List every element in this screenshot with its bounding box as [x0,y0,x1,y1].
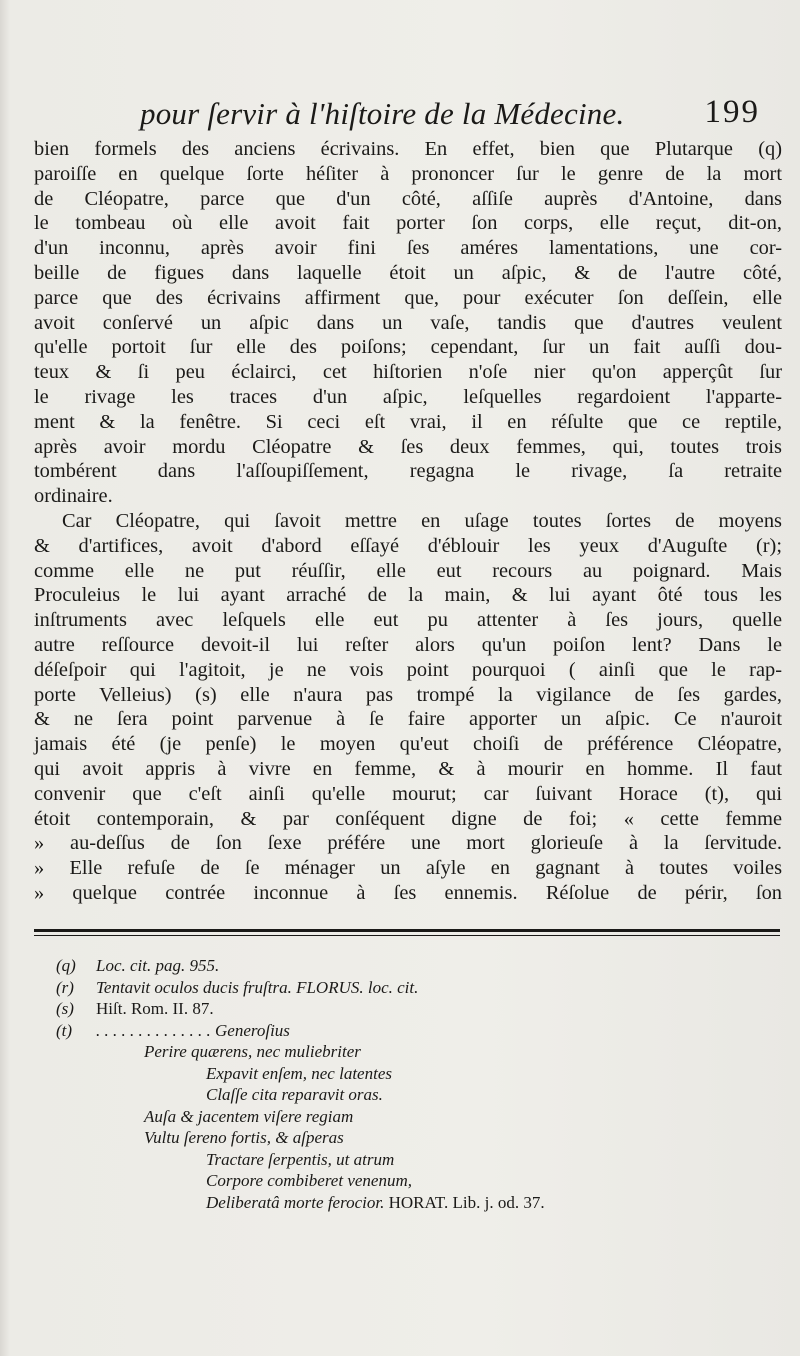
text-line: teux & ſi peu éclairci, cet hiſtorien n'oſe nier qu'on apperçût ſur [34,361,782,384]
page-header [140,92,760,142]
text-line: paroiſſe en quelque ſorte héſiter à prononcer ſur le genre de la mort [34,162,782,185]
text-line: inſtruments avec leſquels elle eut pu attenter à ſes jours, quelle [34,609,782,632]
footnote-mark: (q) [56,956,76,975]
text-line: qu'elle portoit ſur elle des poiſons; cependant, ſur un fait auſſi dou- [34,336,782,359]
verse-line: Auſa & jacentem viſere regiam [144,1106,354,1126]
text-line: jamais été (je penſe) le moyen qu'eut choiſi de préférence Cléopatre, [34,733,782,756]
text-line: ment & la fenêtre. Si ceci eſt vrai, il en réſulte que ce reptile, [34,410,782,433]
footnote-text: Tentavit oculos ducis fruſtra. FLORUS. loc. cit. [96,977,419,997]
text-line: autre reſſource devoit-il lui reſter alors qu'un poiſon lent? Dans le [34,633,782,656]
text-line: le tombeau où elle avoit fait porter ſon corps, elle reçut, dit-on, [34,212,782,235]
citation: HORAT. Lib. j. od. 37. [388,1192,545,1212]
page-number: 199 [704,94,760,130]
running-title: pour ſervir à l'hiſtoire de la Médecine. [140,96,625,131]
footnotes [56,955,776,1213]
text-line: étoit contemporain, & par conſéquent digne de foi; « cette femme [34,807,782,830]
footnote-text: Loc. cit. pag. 955. [96,956,220,975]
verse-line: Vultu ſereno fortis, & aſperas [144,1128,344,1147]
text-line: & d'artifices, avoit d'abord eſſayé d'éblouir les yeux d'Auguſte (r); [34,534,782,557]
text-line: tombérent dans l'aſſoupiſſement, regagna le rivage, ſa retraite [34,460,782,483]
text-line: porte Velleius) (s) elle n'aura pas trompé la vigilance de ſes gardes, [34,683,782,706]
footnote-mark: (s) [56,999,74,1018]
text-line: & ne ſera point parvenue à ſe faire apporter un aſpic. Ce n'auroit [34,708,782,731]
footnote-rule [34,929,780,932]
text-line: de Cléopatre, parce que d'un côté, aſſiſe auprès d'Antoine, dans [34,187,782,210]
footnote-r [56,977,776,999]
text-line: comme elle ne put réuſſir, elle eut recours au poignard. Mais [34,559,782,582]
main-text [34,137,782,906]
verse-line-final [56,1192,776,1214]
text-line: Car Cléopatre, qui ſavoit mettre en uſage toutes ſortes de moyens [62,509,782,532]
text-line: » Elle refuſe de ſe ménager un aſyle en gagnant à toutes voiles [34,857,782,880]
verse-line: Claſſe cita reparavit oras. [206,1085,383,1104]
footnote-mark: (t) [56,1020,73,1040]
text-line: qui avoit appris à vivre en femme, & à mourir en homme. Il faut [34,757,782,780]
footnote-q [56,955,776,977]
footnote-text: Hiſt. Rom. II. 87. [96,999,214,1018]
footnote-t [56,1020,776,1042]
text-line: » au-deſſus de ſon ſexe préfére une mort glorieuſe à la ſervitude. [34,832,782,855]
text-line: » quelque contrée inconnue à ſes ennemis. Réſolue de périr, ſon [34,881,782,904]
text-line: d'un inconnu, après avoir fini ſes améres lamentations, une cor- [34,237,782,260]
text-line: ordinaire. [34,485,113,508]
footnote-mark: (r) [56,977,74,997]
verse-line: Expavit enſem, nec latentes [206,1063,392,1083]
verse-line: Deliberatâ morte ferocior. [206,1192,385,1212]
footnote-text: . . . . . . . . . . . . . . Generoſius [96,1020,290,1040]
verse-line: Tractare ſerpentis, ut atrum [206,1149,395,1169]
text-line: avoit conſervé un aſpic dans un vaſe, tandis que d'autres veulent [34,311,782,334]
text-line: déſeſpoir qui l'agitoit, je ne vois point pourquoi ( ainſi que le rap- [34,658,782,681]
text-line: parce que des écrivains affirment que, pour exécuter ſon deſſein, elle [34,286,782,309]
text-line: Proculeius le lui ayant arraché de la main, & lui ayant ôté tous les [34,584,782,607]
text-line: bien formels des anciens écrivains. En effet, bien que Plutarque (q) [34,138,782,160]
verse-line: Perire quærens, nec muliebriter [144,1042,361,1061]
verse-line: Corpore combiberet venenum, [206,1171,412,1190]
text-line: convenir que c'eſt ainſi qu'elle mourut; car ſuivant Horace (t), qui [34,782,782,805]
footnote-s [56,998,776,1020]
text-line: le rivage les traces d'un aſpic, leſquelles regardoient l'apparte- [34,385,782,408]
text-line: après avoir mordu Cléopatre & ſes deux femmes, qui, toutes trois [34,435,782,458]
text-line: beille de figues dans laquelle étoit un aſpic, & de l'autre côté, [34,261,782,284]
footnote-rule-thin [34,935,780,936]
